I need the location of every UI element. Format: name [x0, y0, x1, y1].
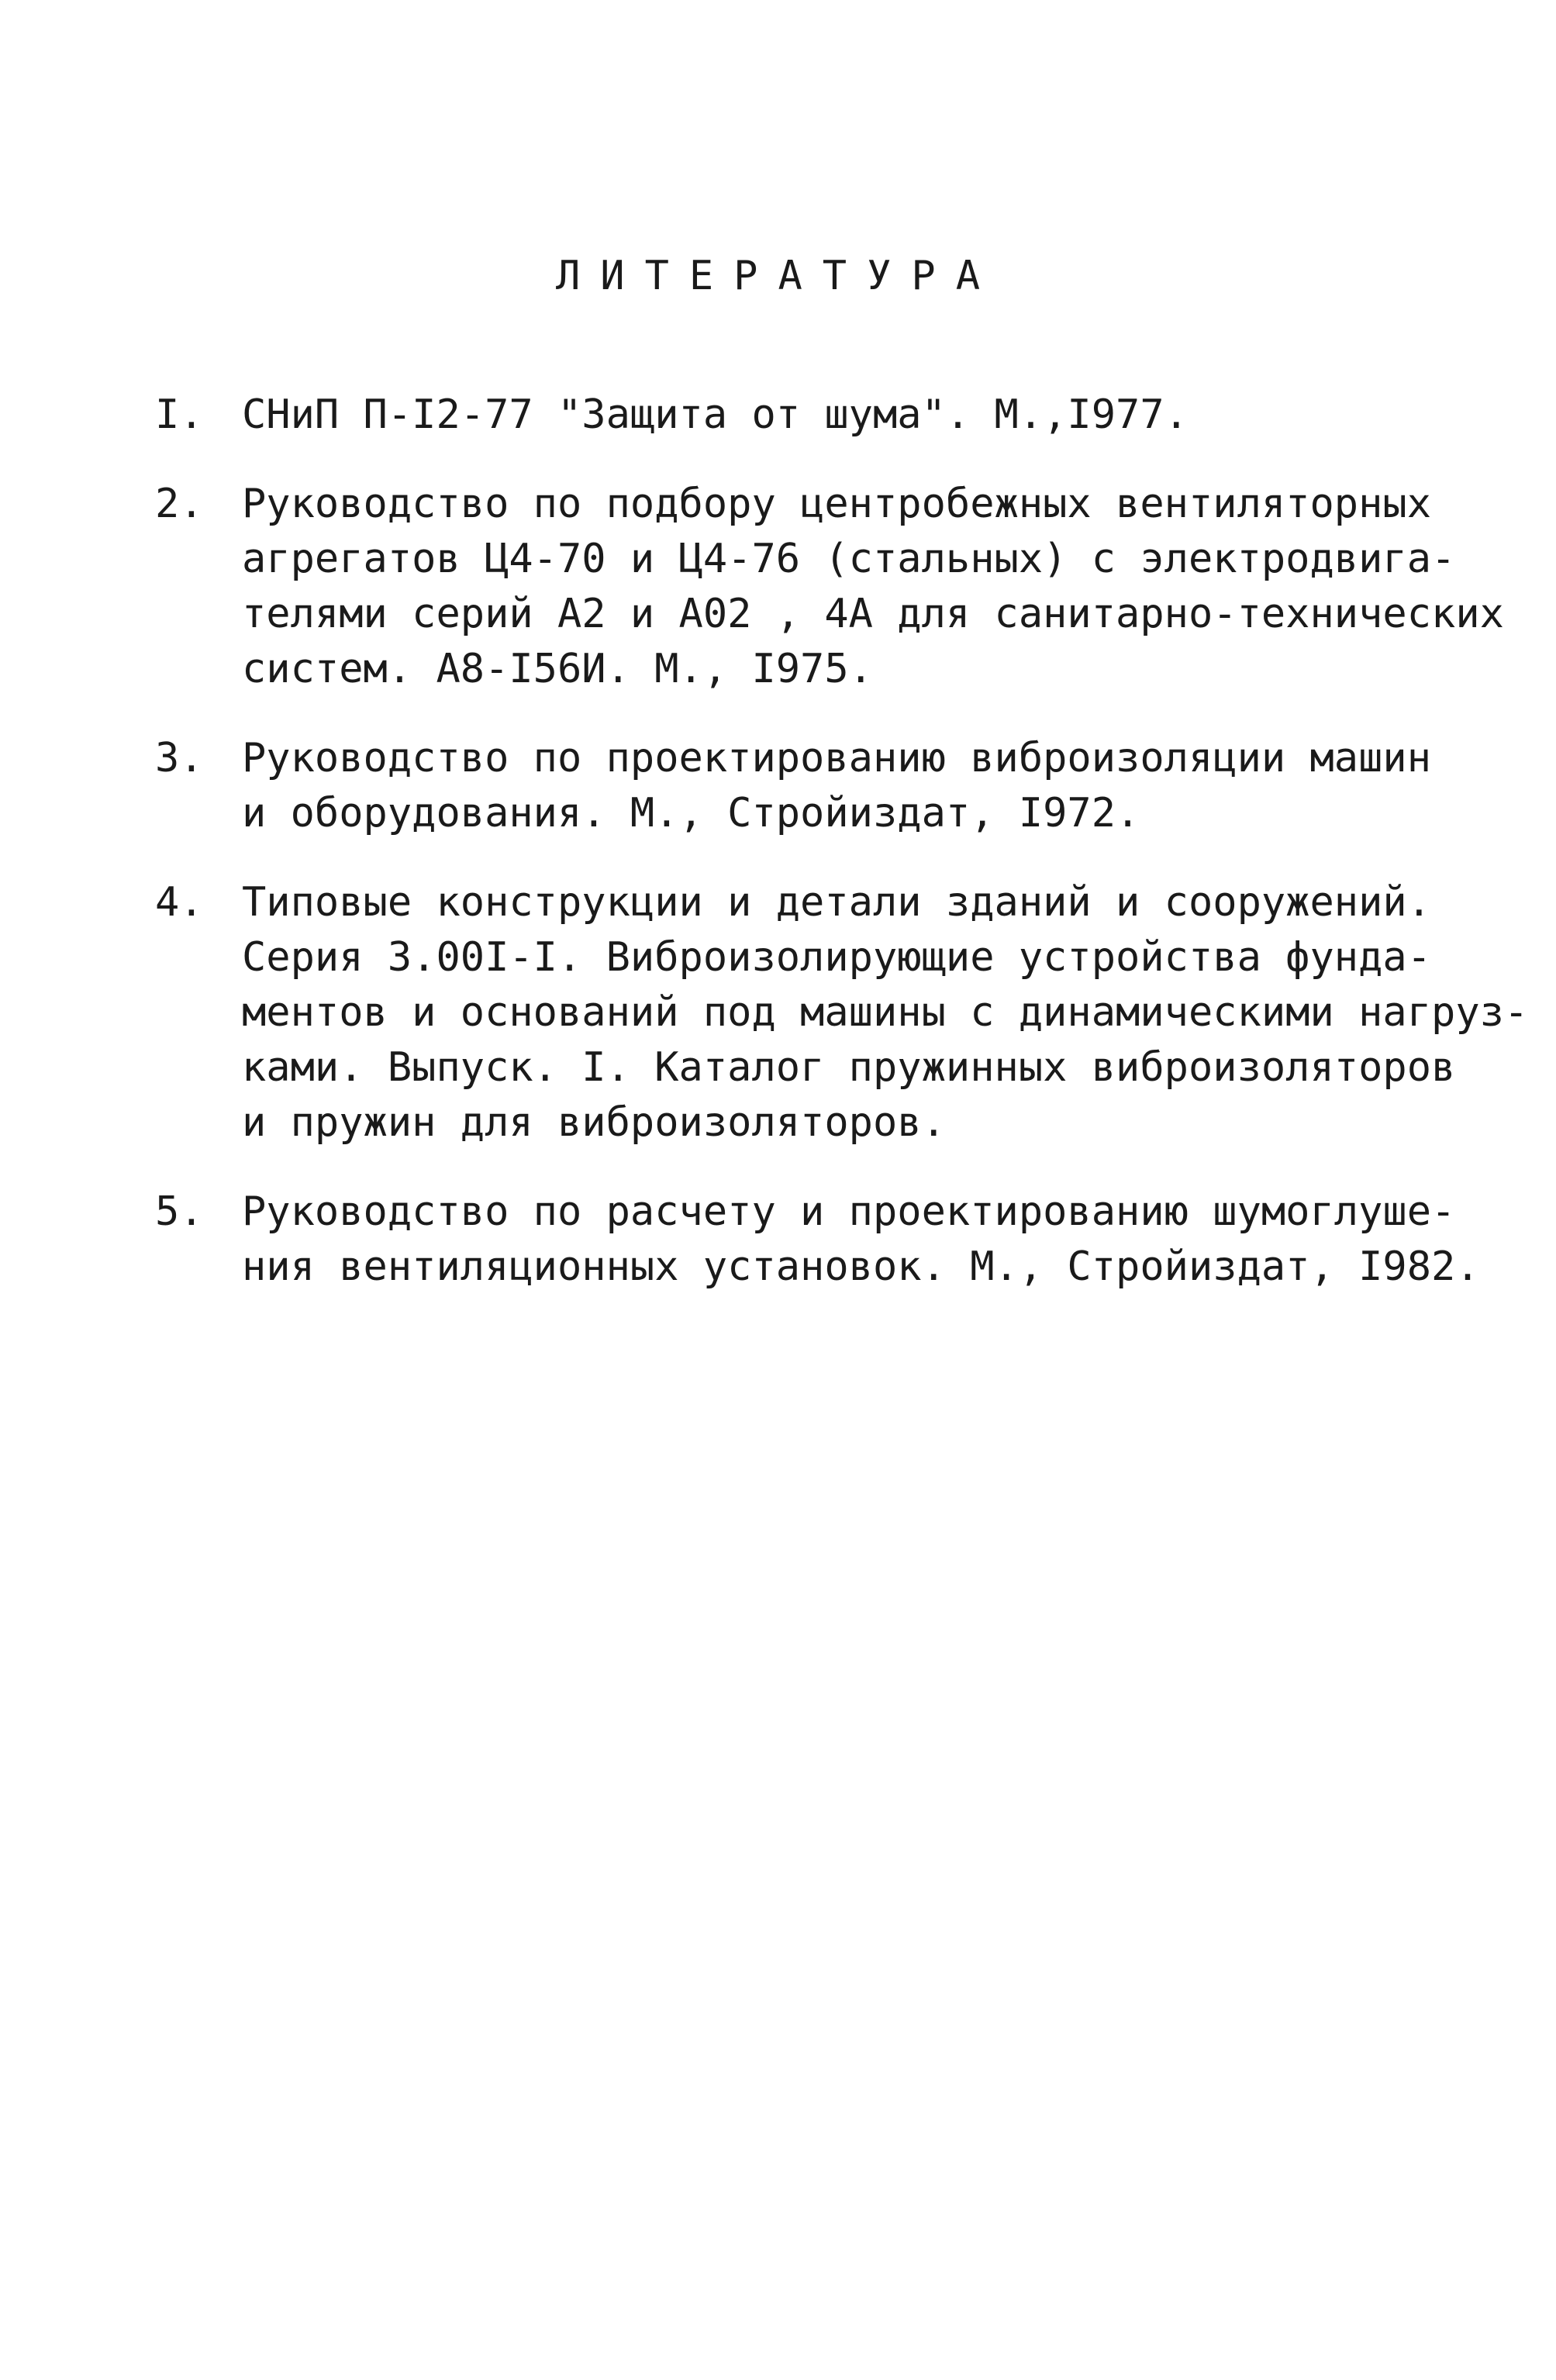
- reference-text-line: Руководство по расчету и проектированию шумоглуше-: [242, 1188, 1456, 1235]
- reference-item: [155, 477, 1504, 697]
- reference-number: 2.: [155, 481, 204, 527]
- reference-text-line: ментов и оснований под машины с динамическими нагруз-: [242, 989, 1529, 1036]
- reference-text-line: и оборудования. М., Стройиздат, I972.: [242, 790, 1140, 836]
- reference-item: [155, 1185, 1480, 1295]
- page-title: ЛИТЕРАТУРА: [555, 253, 1001, 299]
- reference-number: 5.: [155, 1188, 204, 1235]
- reference-text-line: телями серий А2 и А02 , 4А для санитарно-технических: [242, 591, 1504, 637]
- reference-text-line: Серия 3.00I-I. Виброизолирующие устройства фунда-: [242, 934, 1432, 981]
- reference-text-line: Руководство по проектированию виброизоляции машин: [242, 735, 1432, 781]
- reference-number: I.: [155, 391, 204, 438]
- reference-number: 3.: [155, 735, 204, 781]
- reference-text-line: ния вентиляционных установок. М., Стройиздат, I982.: [242, 1243, 1480, 1290]
- reference-item: [155, 388, 1473, 443]
- reference-text-line: агрегатов Ц4-70 и Ц4-76 (стальных) с электродвига-: [242, 536, 1456, 582]
- reference-list: [155, 388, 1529, 1329]
- reference-item: [155, 731, 1473, 841]
- reference-text-line: систем. А8-I56И. М., I975.: [242, 646, 873, 692]
- reference-text-line: СНиП П-I2-77 "Защита от шума". М.,I977.: [242, 391, 1189, 438]
- reference-text-line: Руководство по подбору центробежных вентиляторных: [242, 481, 1432, 527]
- reference-item: [155, 875, 1529, 1150]
- reference-text-line: ками. Выпуск. I. Каталог пружинных виброизоляторов: [242, 1044, 1456, 1091]
- reference-number: 4.: [155, 879, 204, 926]
- reference-text-line: Типовые конструкции и детали зданий и сооружений.: [242, 879, 1432, 926]
- reference-text-line: и пружин для виброизоляторов.: [242, 1099, 946, 1146]
